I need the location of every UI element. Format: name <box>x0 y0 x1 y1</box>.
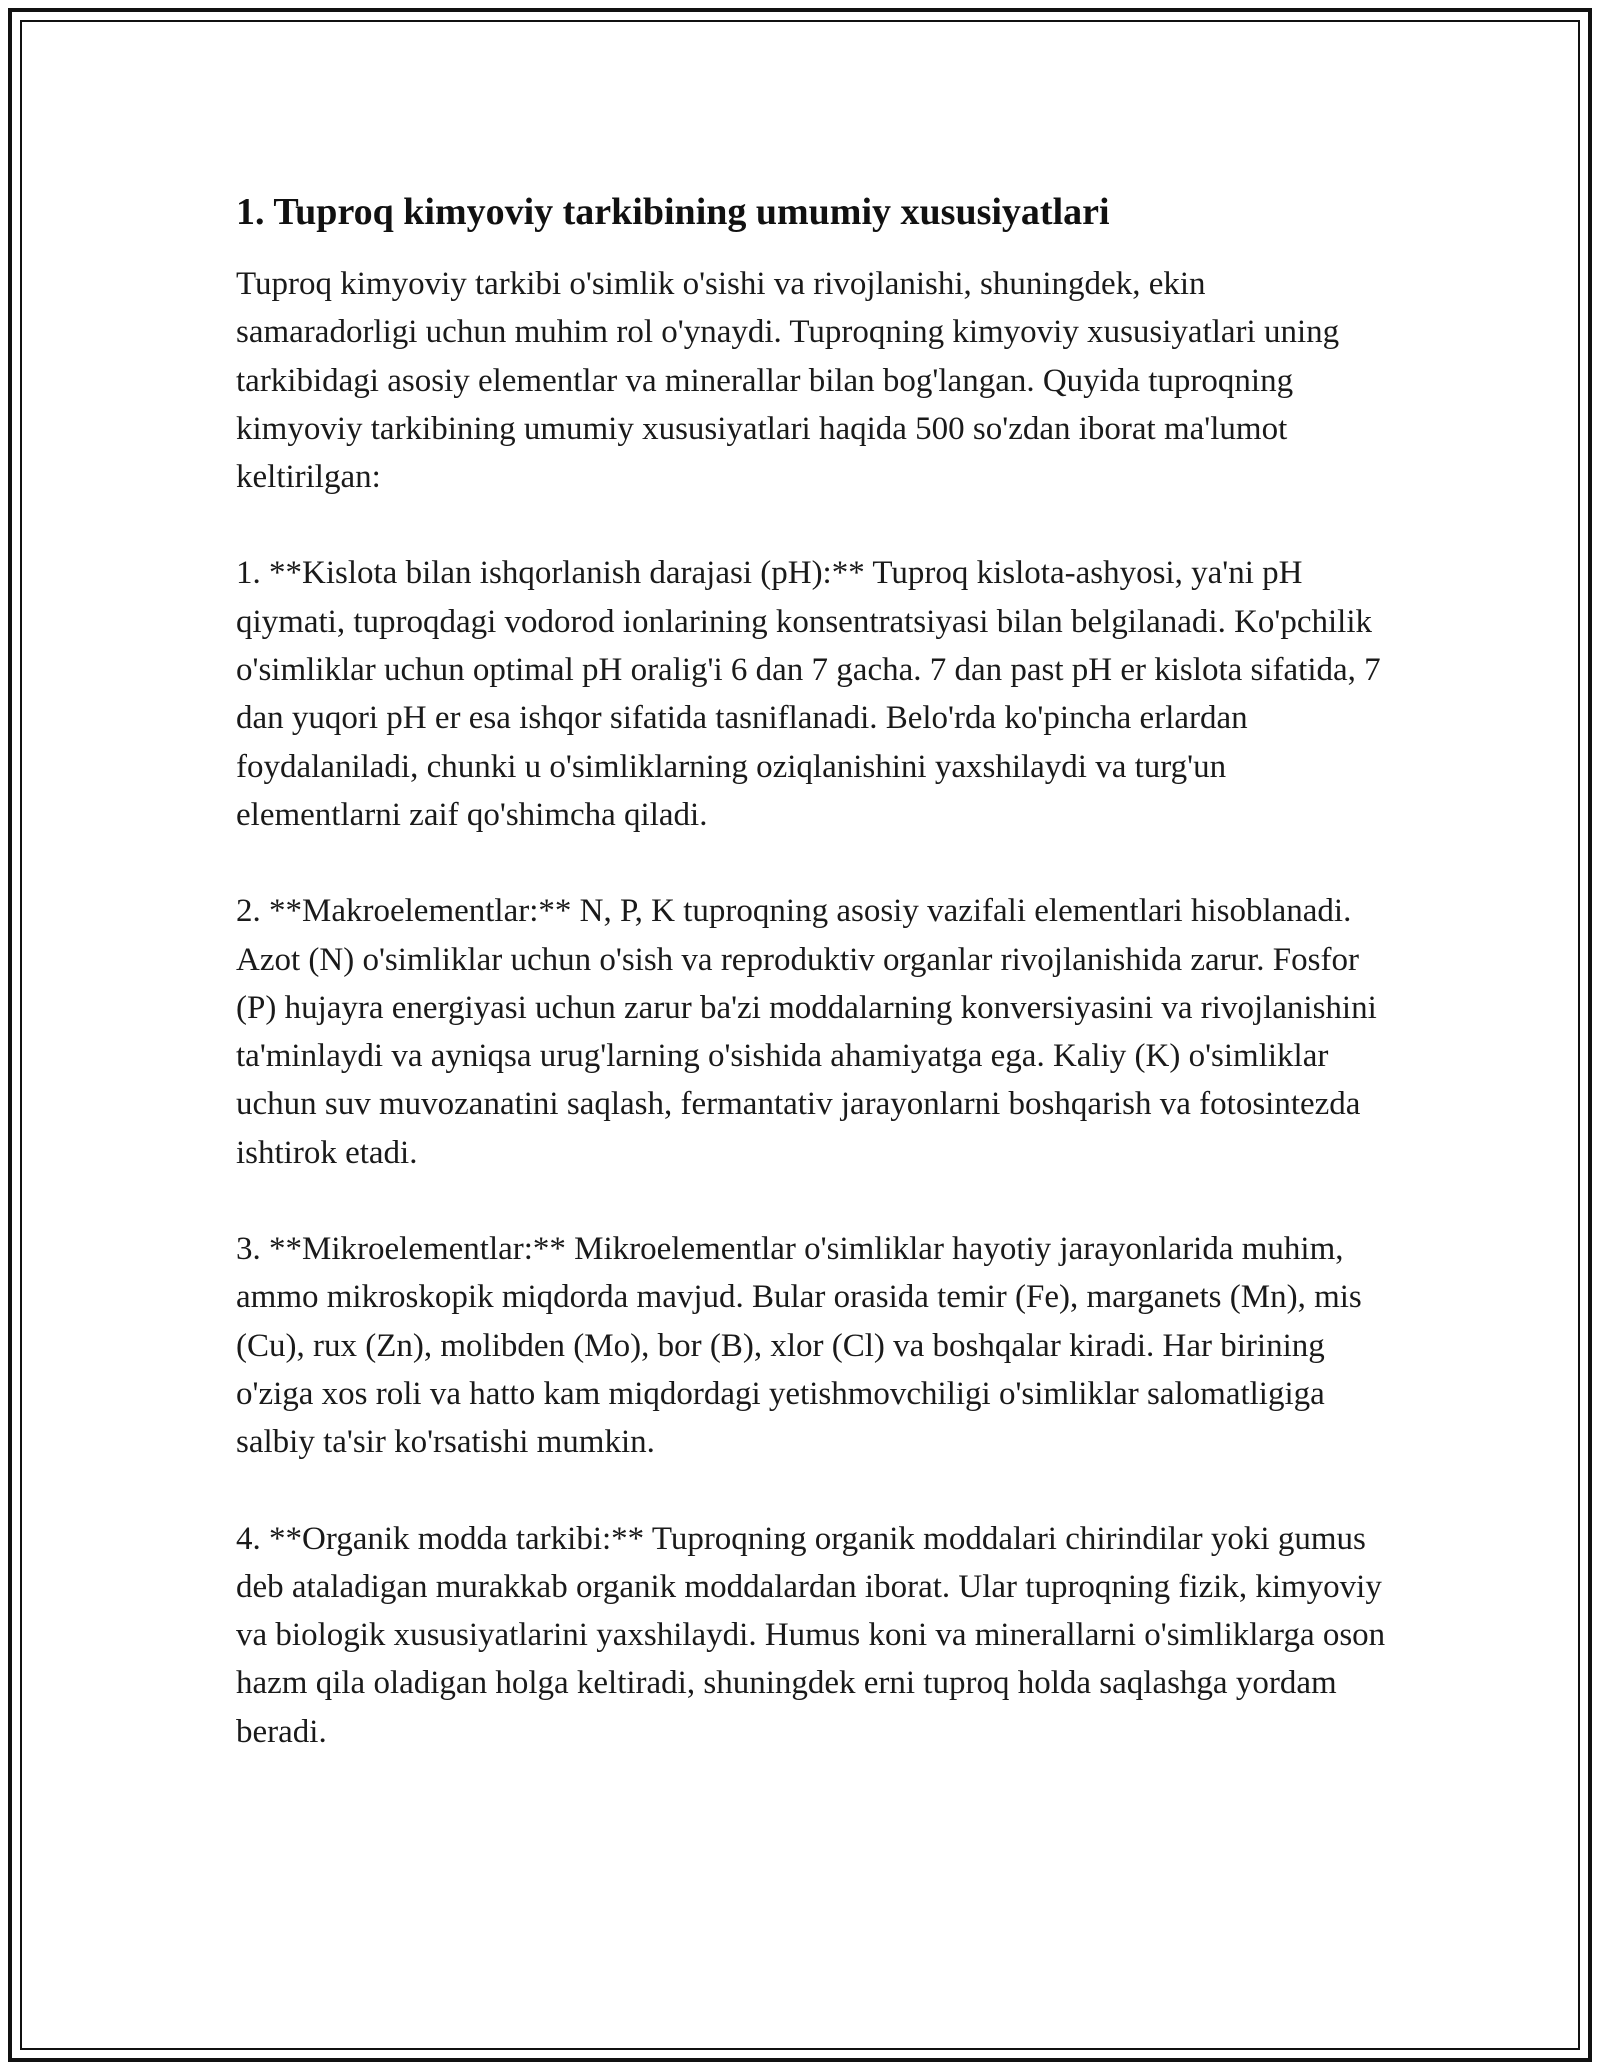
paragraph-macroelements: 2. **Makroelementlar:** N, P, K tuproqning asosiy vazifali elementlari hisoblanadi. Azot (N) o'simliklar uchun o'sish va reproduktiv organlar rivojlanishida zarur. Fosfor (P) hujayra energiyasi uchun zarur ba'zi moddalarning konversiyasini va rivojlanishini ta'minlaydi va ayniqsa urug'larning o'sishida ahamiyatga ega. Kaliy (K) o'simliklar uchun suv muvozanatini saqlash, fermantativ jarayonlarni boshqarish va fotosintezda ishtirok etadi. <box>236 893 1377 1171</box>
document-body <box>236 188 1386 1804</box>
paragraph-ph: 1. **Kislota bilan ishqorlanish darajasi (pH):** Tuproq kislota-ashyosi, ya'ni pH qiymati, tuproqdagi vodorod ionlarining konsentratsiyasi bilan belgilanadi. Ko'pchilik o'simliklar uchun optimal pH oralig'i 6 dan 7 gacha. 7 dan past pH er kislota sifatida, 7 dan yuqori pH er esa ishqor sifatida tasniflanadi. Belo'rda ko'pincha erlardan foydalaniladi, chunki u o'simliklarning oziqlanishini yaxshilaydi va turg'un elementlarni zaif qo'shimcha qiladi. <box>236 555 1381 833</box>
paragraph-organic-matter: 4. **Organik modda tarkibi:** Tuproqning organik moddalari chirindilar yoki gumus deb ataladigan murakkab organik moddalardan iborat. Ular tuproqning fizik, kimyoviy va biologik xususiyatlarini yaxshilaydi. Humus koni va minerallarni o'simliklarga oson hazm qila oladigan holga keltiradi, shuningdek erni tuproq holda saqlashga yordam beradi. <box>236 1520 1386 1750</box>
intro-paragraph: Tuproq kimyoviy tarkibi o'simlik o'sishi va rivojlanishi, shuningdek, ekin samaradorligi uchun muhim rol o'ynaydi. Tuproqning kimyoviy xususiyatlari uning tarkibidagi asosiy elementlar va minerallar bilan bog'langan. Quyida tuproqning kimyoviy tarkibining umumiy xususiyatlari haqida 500 so'zdan iborat ma'lumot keltirilgan: <box>236 266 1340 496</box>
section-heading: 1. Tuproq kimyoviy tarkibining umumiy xususiyatlari <box>236 191 1110 233</box>
paragraph-microelements: 3. **Mikroelementlar:** Mikroelementlar o'simliklar hayotiy jarayonlarida muhim, ammo mikroskopik miqdorda mavjud. Bular orasida temir (Fe), marganets (Mn), mis (Cu), rux (Zn), molibden (Mo), bor (B), xlor (Cl) va boshqalar kiradi. Har birining o'ziga xos roli va hatto kam miqdordagi yetishmovchiligi o'simliklar salomatligiga salbiy ta'sir ko'rsatishi mumkin. <box>236 1231 1362 1461</box>
